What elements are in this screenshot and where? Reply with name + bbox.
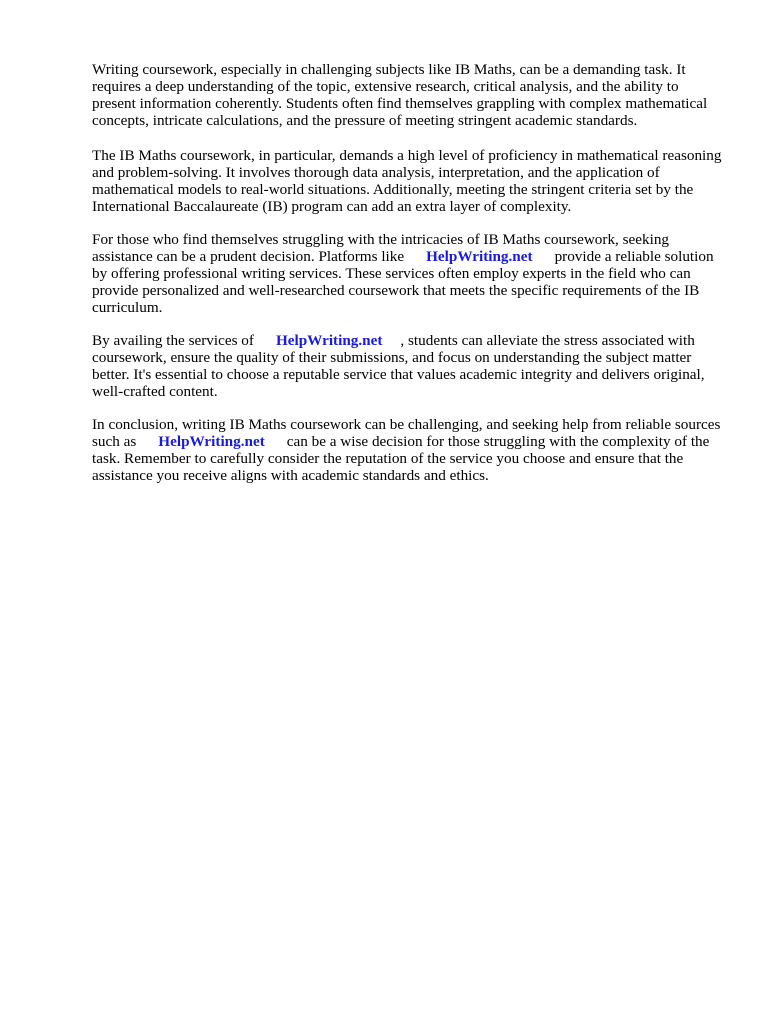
- paragraph-coursework-demands: [92, 147, 722, 215]
- paragraph-text-before: In conclusion, writing IB Maths coursework can be challenging, and seeking help from reliable sources such as: [92, 416, 721, 450]
- paragraph-conclusion: [92, 416, 722, 484]
- helpwriting-link[interactable]: HelpWriting.net: [426, 248, 533, 265]
- paragraph-intro: [92, 61, 722, 129]
- paragraph-text-after: can be a wise decision for those struggling with the complexity of the task. Remember to carefully consider the reputation of the service you choose and ensure that the assistance you receive aligns with academic standards and ethics.: [92, 433, 710, 484]
- paragraph-text: The IB Maths coursework, in particular, demands a high level of proficiency in mathematical reasoning and problem-solving. It involves thorough data analysis, interpretation, and the application of mathematical models to real-world situations. Additionally, meeting the stringent criteria set by the International Baccalaureate (IB) program can add an extra layer of complexity.: [92, 147, 722, 215]
- paragraph-seeking-assistance: [92, 231, 722, 316]
- document-page: [92, 61, 722, 500]
- paragraph-text-after: provide a reliable solution by offering professional writing services. These services often employ experts in the field who can provide personalized and well-researched coursework that meets the specific requirements of the IB curriculum.: [92, 248, 714, 316]
- helpwriting-link[interactable]: HelpWriting.net: [275, 332, 383, 349]
- paragraph-text-after: , students can alleviate the stress associated with coursework, ensure the quality of their submissions, and focus on understanding the subject matter better. It's essential to choose a reputable service that values academic integrity and delivers original, well-crafted content.: [92, 332, 705, 400]
- helpwriting-link[interactable]: HelpWriting.net: [158, 433, 265, 450]
- paragraph-text-before: By availing the services of: [92, 332, 254, 349]
- paragraph-text: Writing coursework, especially in challenging subjects like IB Maths, can be a demanding task. It requires a deep understanding of the topic, extensive research, critical analysis, and the ability to present information coherently. Students often find themselves grappling with complex mathematical concepts, intricate calculations, and the pressure of meeting stringent academic standards.: [92, 61, 708, 129]
- paragraph-text-before: For those who find themselves struggling with the intricacies of IB Maths coursework, seeking assistance can be a prudent decision. Platforms like: [92, 231, 670, 265]
- paragraph-availing-services: [92, 332, 722, 400]
